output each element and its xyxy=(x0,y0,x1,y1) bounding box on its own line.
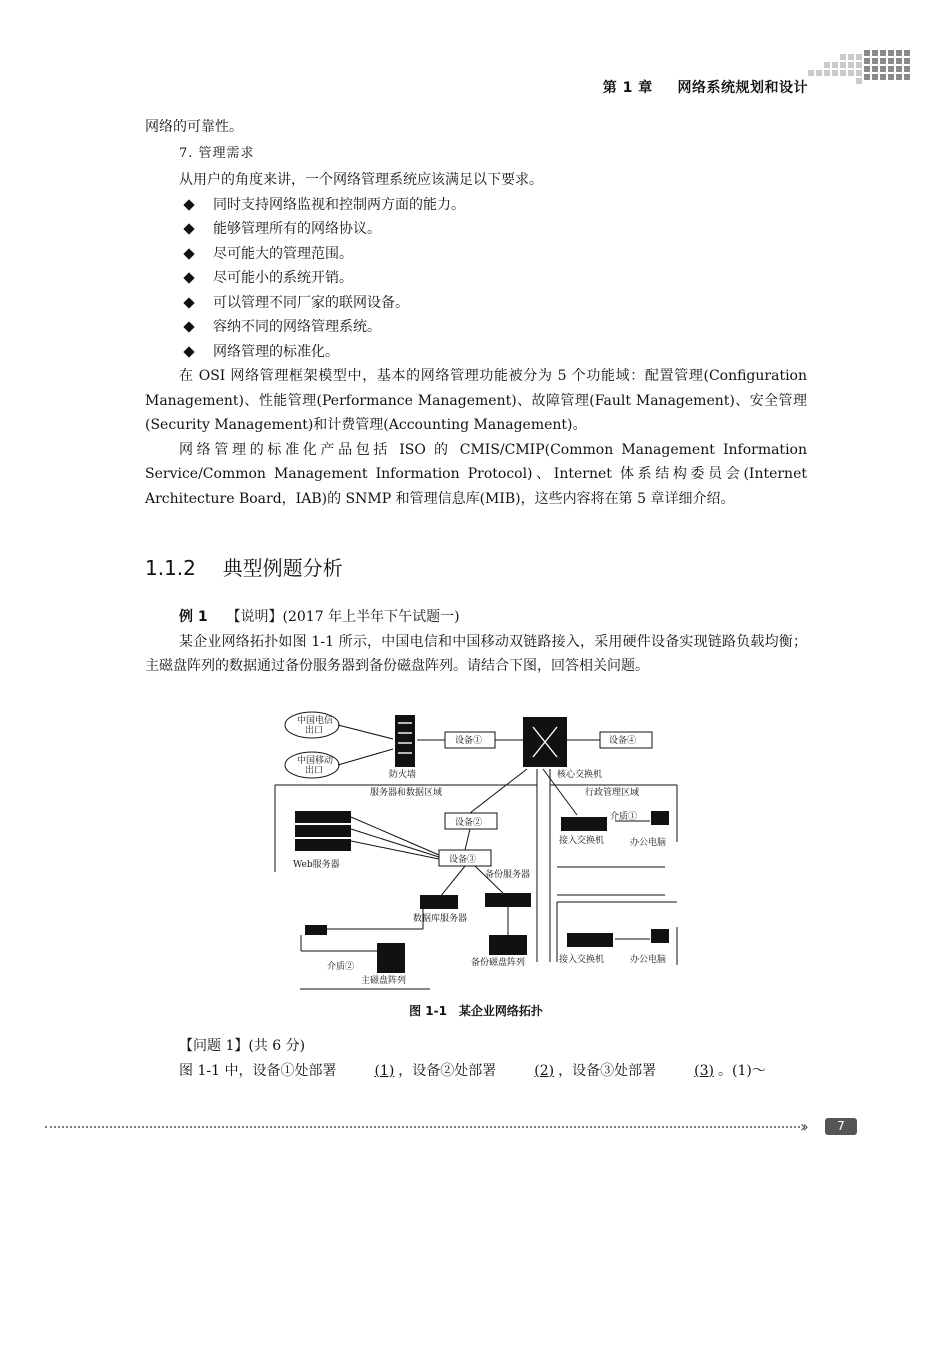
medium-2-label: 介质② xyxy=(327,962,355,972)
example-label: 例 1 xyxy=(179,609,208,625)
access-switch-1-icon xyxy=(561,817,607,831)
bullet-diamond-icon xyxy=(183,322,194,333)
bullet-diamond-icon xyxy=(183,273,194,284)
answer-blank-3: (3) xyxy=(694,1062,714,1079)
chevron-right-icon: ›› xyxy=(800,1117,805,1136)
medium-1-label: 介质① xyxy=(610,812,638,822)
db-server-label: 数据库服务器 xyxy=(413,914,468,924)
backup-disk-icon xyxy=(489,935,527,955)
osi-paragraph: 在 OSI 网络管理框架模型中，基本的网络管理功能被分为 5 个功能域：配置管理(Configuration Management)、性能管理(Performance Management)、故障管理(Fault Management)、安全管理(Security Management)和计费管理(Accounting Management)。 xyxy=(145,368,807,433)
requirements-intro: 从用户的角度来讲，一个网络管理系统应该满足以下要求。 xyxy=(179,172,543,188)
web-server-label: Web服务器 xyxy=(293,860,340,870)
backup-server-icon xyxy=(485,893,531,907)
admin-zone-label: 行政管理区域 xyxy=(585,788,640,798)
main-disk-label: 主磁盘阵列 xyxy=(361,976,407,986)
intro-line: 网络的可靠性。 xyxy=(145,119,243,135)
server-zone-label: 服务器和数据区域 xyxy=(370,788,443,798)
section-number: 1.1.2 xyxy=(145,556,196,580)
laptop-2-icon xyxy=(651,929,669,943)
backup-disk-label: 备份磁盘阵列 xyxy=(471,958,526,968)
core-switch-label: 核心交换机 xyxy=(557,770,603,780)
header-decoration xyxy=(808,48,918,88)
telecom-label: 中国电信 xyxy=(297,716,334,726)
answer-blank-1: (1) xyxy=(374,1062,395,1079)
main-disk-icon xyxy=(377,943,405,973)
page-number: 7 xyxy=(825,1118,857,1135)
web-server-icon xyxy=(295,825,351,837)
web-server-icon xyxy=(295,839,351,851)
list-item: 尽可能小的系统开销。 xyxy=(179,266,807,291)
standard-paragraph: 网络管理的标准化产品包括 ISO 的 CMIS/CMIP(Common Management Information Service/Common Management Information Protocol)、Internet 体系结构委员会(Internet Architecture Board，IAB)的 SNMP 和管理信息库(MIB)，这些内容将在第 5 章详细介绍。 xyxy=(145,441,807,507)
footer-rule xyxy=(45,1126,800,1128)
bullet-diamond-icon xyxy=(183,297,194,308)
list-item: 网络管理的标准化。 xyxy=(179,340,807,365)
list-item: 尽可能大的管理范围。 xyxy=(179,242,807,267)
example-block xyxy=(145,605,807,679)
device-4-label: 设备④ xyxy=(609,736,637,746)
list-item: 能够管理所有的网络协议。 xyxy=(179,217,807,242)
chapter-number: 第 1 章 xyxy=(602,80,653,96)
question-text: 图 1-1 中，设备①处部署 (1) ，设备②处部署 (2) ，设备③处部署 (3) 。(1)～ xyxy=(145,1059,807,1084)
firewall-label: 防火墙 xyxy=(389,770,417,780)
body-text-top xyxy=(145,115,807,511)
figure-caption: 图 1-1 某企业网络拓扑 xyxy=(409,1004,543,1018)
question-title: 【问题 1】(共 6 分) xyxy=(179,1038,306,1054)
section-heading xyxy=(145,552,343,581)
access-switch-1-label: 接入交换机 xyxy=(559,836,605,846)
section-title: 典型例题分析 xyxy=(222,556,343,580)
device-2-label: 设备② xyxy=(455,818,483,828)
web-server-icon xyxy=(295,811,351,823)
example-body: 某企业网络拓扑如图 1-1 所示，中国电信和中国移动双链路接入，采用硬件设备实现链路负载均衡；主磁盘阵列的数据通过备份服务器到备份磁盘阵列。请结合下图，回答相关问题。 xyxy=(145,633,807,674)
answer-blank-2: (2) xyxy=(534,1062,555,1079)
bullet-diamond-icon xyxy=(183,199,194,210)
topology-diagram xyxy=(265,707,685,992)
device-3-label: 设备③ xyxy=(449,855,477,865)
bullet-diamond-icon xyxy=(183,346,194,357)
device-1-label: 设备① xyxy=(455,736,483,746)
telecom-exit-label: 出口 xyxy=(305,726,324,736)
access-switch-2-icon xyxy=(567,933,613,947)
list-item: 同时支持网络监视和控制两方面的能力。 xyxy=(179,193,807,218)
mobile-exit-label: 出口 xyxy=(305,766,324,776)
requirements-list xyxy=(145,193,807,365)
item-7-heading: 7. 管理需求 xyxy=(179,145,255,161)
laptop-1-icon xyxy=(651,811,669,825)
db-server-icon xyxy=(420,895,458,909)
network-topology-figure xyxy=(265,707,685,992)
question-block xyxy=(145,1034,807,1083)
list-item: 容纳不同的网络管理系统。 xyxy=(179,315,807,340)
switch-icon xyxy=(305,925,327,935)
backup-server-label: 备份服务器 xyxy=(485,870,531,880)
list-item: 可以管理不同厂家的联网设备。 xyxy=(179,291,807,316)
chapter-title: 网络系统规划和设计 xyxy=(677,80,808,96)
bullet-diamond-icon xyxy=(183,224,194,235)
office-pc-1-label: 办公电脑 xyxy=(630,838,667,848)
office-pc-2-label: 办公电脑 xyxy=(630,955,667,965)
running-head xyxy=(560,77,808,97)
example-tag: 【说明】(2017 年上半年下午试题一) xyxy=(226,609,460,625)
access-switch-2-label: 接入交换机 xyxy=(559,955,605,965)
bullet-diamond-icon xyxy=(183,248,194,259)
mobile-label: 中国移动 xyxy=(297,756,334,766)
